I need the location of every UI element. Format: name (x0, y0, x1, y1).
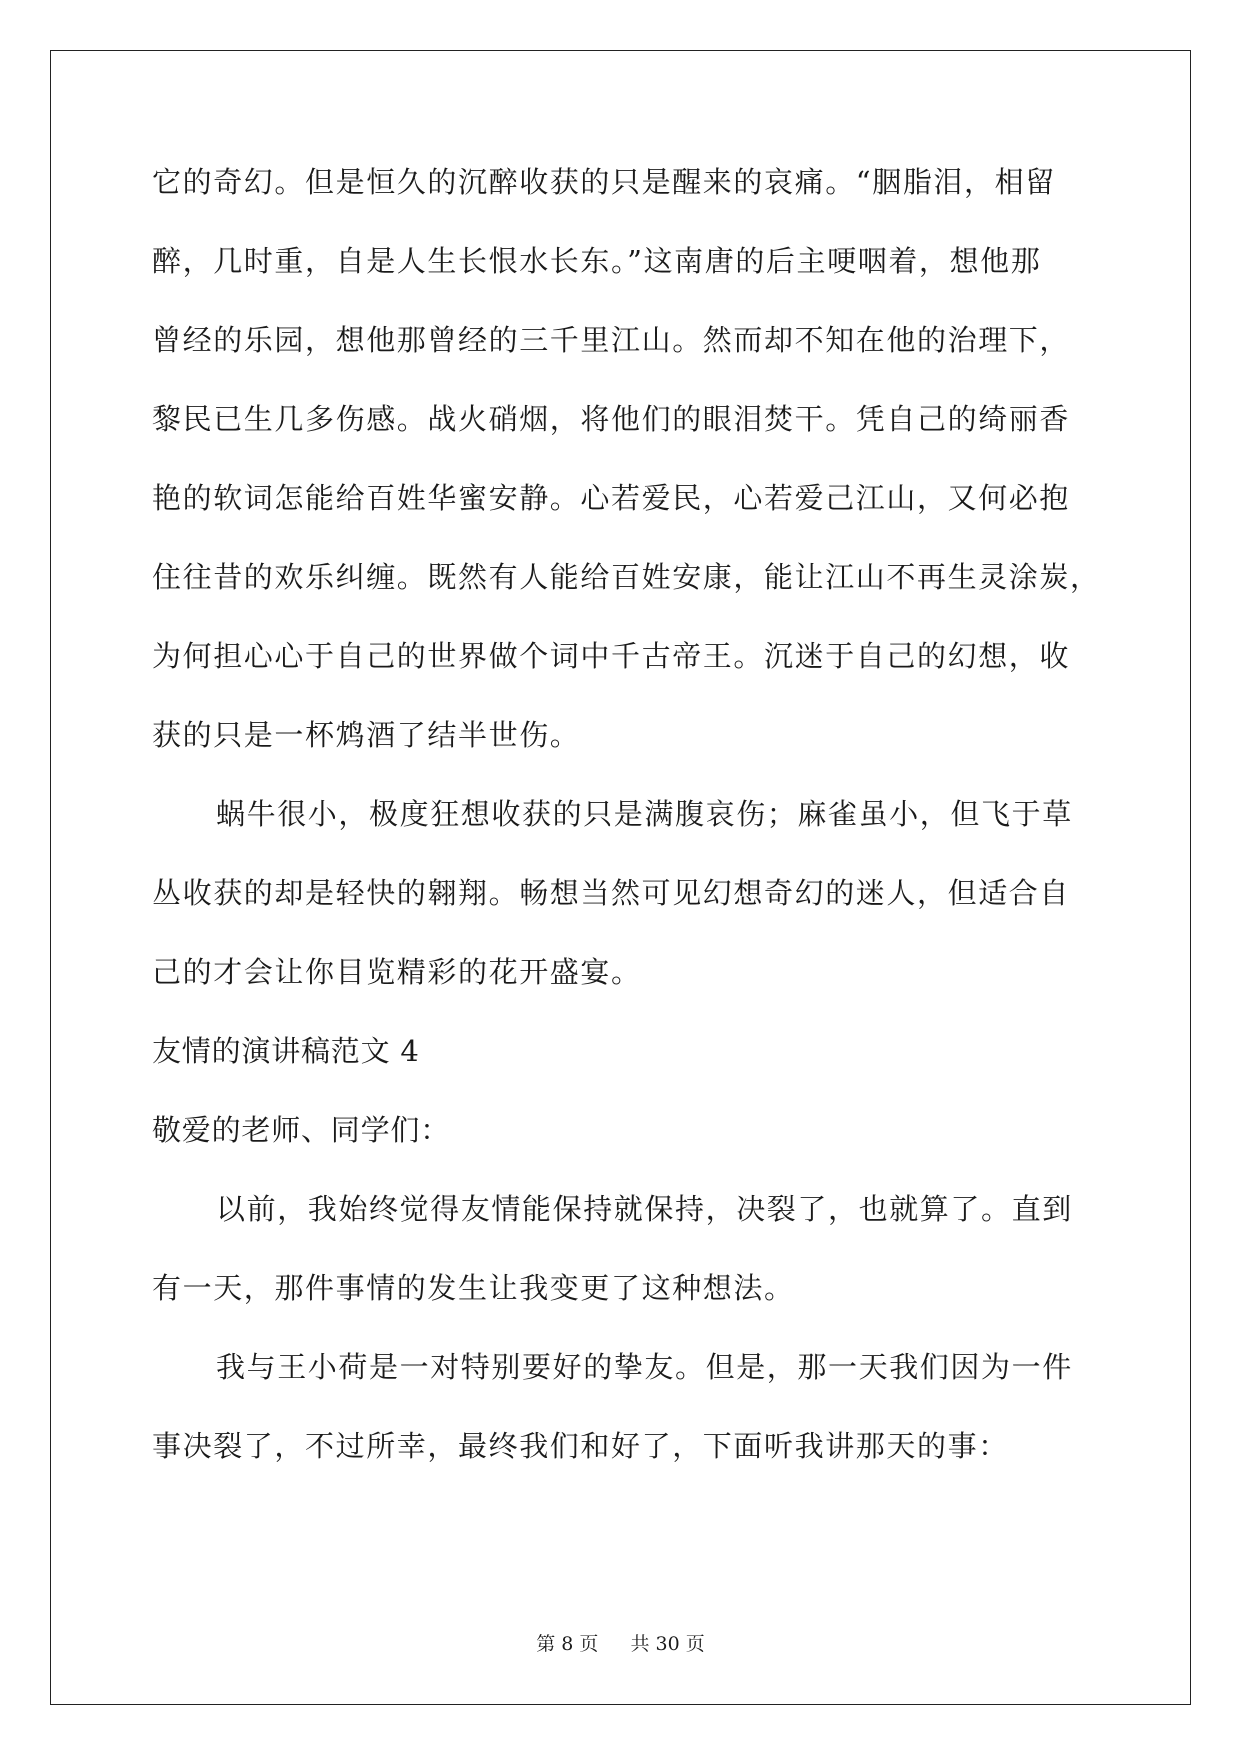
text-line: 为何担心心于自己的世界做个词中千古帝王。沉迷于自己的幻想，收 (152, 639, 1071, 673)
paragraph-first-line: 我与王小荷是一对特别要好的挚友。但是，那一天我们因为一件 (216, 1350, 1073, 1384)
paragraph-first-line: 以前，我始终觉得友情能保持就保持，决裂了，也就算了。直到 (216, 1192, 1073, 1226)
text-line: 醉，几时重，自是人生长恨水长东。”这南唐的后主哽咽着，想他那 (152, 244, 1042, 278)
text-line: 有一天，那件事情的发生让我变更了这种想法。 (152, 1271, 795, 1305)
section-heading: 友情的演讲稿范文 4 (152, 1034, 420, 1068)
text-line: 艳的软词怎能给百姓华蜜安静。心若爱民，心若爱己江山，又何必抱 (152, 481, 1071, 515)
page-total: 共 30 页 (630, 1633, 705, 1655)
paragraph-first-line: 蜗牛很小，极度狂想收获的只是满腹哀伤；麻雀虽小，但飞于草 (216, 797, 1073, 831)
text-line: 住往昔的欢乐纠缠。既然有人能给百姓安康，能让江山不再生灵涂炭， (152, 560, 1101, 594)
text-line: 它的奇幻。但是恒久的沉醉收获的只是醒来的哀痛。“胭脂泪，相留 (152, 165, 1056, 199)
page-number: 第 8 页 (536, 1633, 599, 1655)
text-line: 丛收获的却是轻快的翱翔。畅想当然可见幻想奇幻的迷人，但适合自 (152, 876, 1071, 910)
text-line: 事决裂了，不过所幸，最终我们和好了，下面听我讲那天的事： (152, 1429, 1009, 1463)
text-line: 己的才会让你目览精彩的花开盛宴。 (152, 955, 642, 989)
text-line: 曾经的乐园，想他那曾经的三千里江山。然而却不知在他的治理下， (152, 323, 1071, 357)
text-line: 获的只是一杯鸩酒了结半世伤。 (152, 718, 581, 752)
page-footer (0, 1629, 1241, 1656)
text-line: 黎民已生几多伤感。战火硝烟，将他们的眼泪焚干。凭自己的绮丽香 (152, 402, 1071, 436)
salutation: 敬爱的老师、同学们： (152, 1113, 451, 1147)
document-body (152, 160, 1101, 1503)
